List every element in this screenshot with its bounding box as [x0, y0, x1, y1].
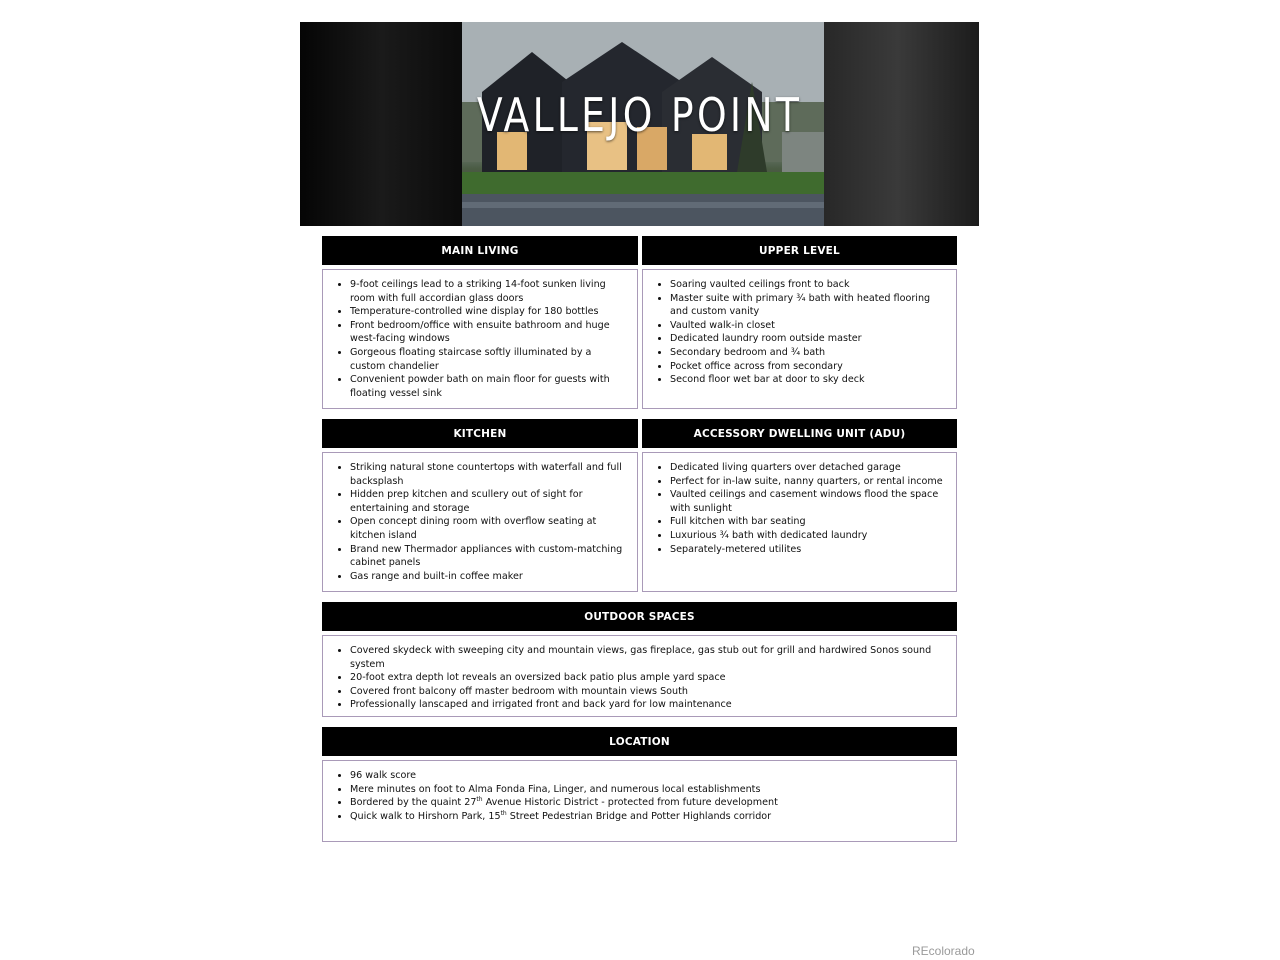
hero-banner — [300, 22, 979, 226]
list-item: • Mere minutes on foot to Alma Fonda Fina, Linger, and numerous local establishments — [350, 783, 946, 797]
location-list — [323, 761, 956, 823]
ordinal-suffix: th — [476, 796, 483, 803]
list-item: • Vaulted walk-in closet — [670, 319, 946, 333]
list-item: • Convenient powder bath on main floor for guests with floating vessel sink — [350, 373, 627, 400]
list-item: • Luxurious ¾ bath with dedicated laundry — [670, 529, 946, 543]
list-item: • Covered skydeck with sweeping city and mountain views, gas fireplace, gas stub out for grill and hardwired Sonos sound system — [350, 644, 946, 671]
list-item: • Pocket office across from secondary — [670, 360, 946, 374]
list-item: • Secondary bedroom and ¾ bath — [670, 346, 946, 360]
list-item — [350, 796, 946, 810]
section-header-location: LOCATION — [322, 727, 957, 756]
section-box-upper-level — [642, 269, 957, 409]
recolorado-watermark: REcolorado — [912, 944, 975, 958]
list-item: • Brand new Thermador appliances with custom-matching cabinet panels — [350, 543, 627, 570]
list-item: • Covered front balcony off master bedroom with mountain views South — [350, 685, 946, 699]
location-text: Avenue Historic District - protected from future development — [482, 797, 778, 809]
list-item: • Full kitchen with bar seating — [670, 515, 946, 529]
list-item: • Professionally lanscaped and irrigated front and back yard for low maintenance — [350, 698, 946, 712]
section-box-kitchen — [322, 452, 638, 592]
section-box-location — [322, 760, 957, 842]
list-item: • Master suite with primary ¾ bath with heated flooring and custom vanity — [670, 292, 946, 319]
section-header-adu: ACCESSORY DWELLING UNIT (ADU) — [642, 419, 957, 448]
section-box-adu — [642, 452, 957, 592]
section-header-upper-level: UPPER LEVEL — [642, 236, 957, 265]
list-item: • Front bedroom/office with ensuite bathroom and huge west-facing windows — [350, 319, 627, 346]
banner-title: VALLEJO POINT — [476, 88, 803, 142]
upper-level-list — [643, 270, 956, 387]
list-item: • Separately-metered utilites — [670, 543, 946, 557]
list-item: • Striking natural stone countertops with waterfall and full backsplash — [350, 461, 627, 488]
adu-list — [643, 453, 956, 556]
section-box-outdoor — [322, 635, 957, 717]
outdoor-list — [323, 636, 956, 712]
section-header-main-living: MAIN LIVING — [322, 236, 638, 265]
kitchen-list — [323, 453, 637, 583]
list-item: • Dedicated living quarters over detached garage — [670, 461, 946, 475]
location-text: Street Pedestrian Bridge and Potter Highlands corridor — [506, 810, 772, 822]
list-item — [350, 810, 946, 824]
list-item: • Vaulted ceilings and casement windows flood the space with sunlight — [670, 488, 946, 515]
list-item: • Temperature-controlled wine display for 180 bottles — [350, 305, 627, 319]
list-item: • Gorgeous floating staircase softly illuminated by a custom chandelier — [350, 346, 627, 373]
list-item: • 20-foot extra depth lot reveals an oversized back patio plus ample yard space — [350, 671, 946, 685]
list-item: • Hidden prep kitchen and scullery out of sight for entertaining and storage — [350, 488, 627, 515]
list-item: • Perfect for in-law suite, nanny quarters, or rental income — [670, 475, 946, 489]
location-text: Bordered by the quaint 27 — [350, 797, 477, 809]
list-item: • 9-foot ceilings lead to a striking 14-foot sunken living room with full accordian glass doors — [350, 278, 627, 305]
main-living-list — [323, 270, 637, 400]
list-item: • Gas range and built-in coffee maker — [350, 570, 627, 584]
list-item: • Second floor wet bar at door to sky deck — [670, 373, 946, 387]
list-item: • Soaring vaulted ceilings front to back — [670, 278, 946, 292]
section-header-outdoor: OUTDOOR SPACES — [322, 602, 957, 631]
section-box-main-living — [322, 269, 638, 409]
section-header-kitchen: KITCHEN — [322, 419, 638, 448]
ordinal-suffix: th — [500, 809, 507, 817]
list-item: • 96 walk score — [350, 769, 946, 783]
list-item: • Dedicated laundry room outside master — [670, 332, 946, 346]
location-text: Quick walk to Hirshorn Park, 15 — [350, 810, 501, 822]
list-item: • Open concept dining room with overflow seating at kitchen island — [350, 515, 627, 542]
